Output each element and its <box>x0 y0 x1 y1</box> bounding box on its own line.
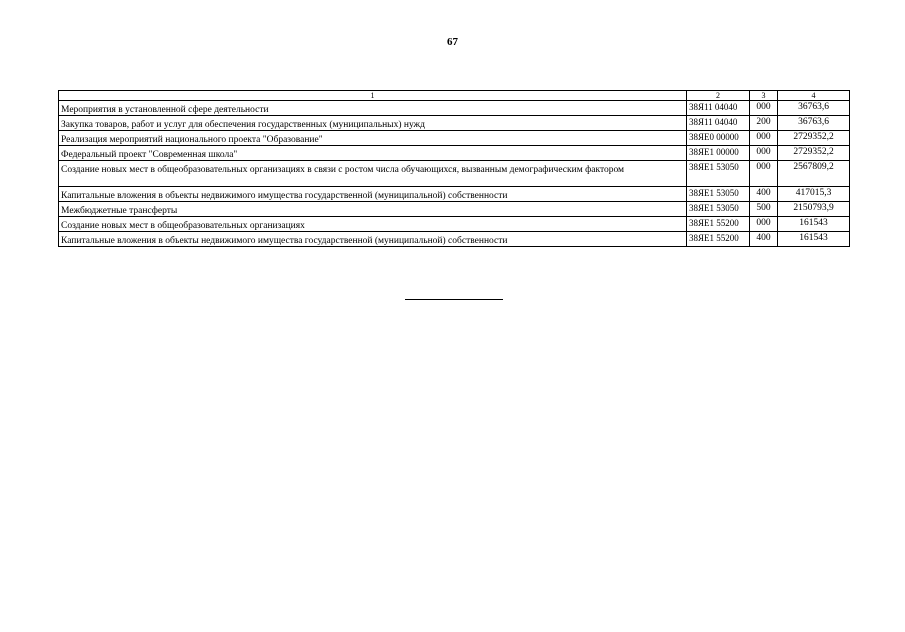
target-code: 38ЯЕ1 55200 <box>687 232 750 247</box>
item-name: Межбюджетные трансферты <box>59 202 687 217</box>
target-code: 38Я11 04040 <box>687 116 750 131</box>
expense-type-code: 000 <box>750 101 778 116</box>
expense-type-code: 000 <box>750 161 778 187</box>
expense-type-code: 000 <box>750 146 778 161</box>
column-header-4: 4 <box>778 91 850 101</box>
table-row <box>59 217 850 232</box>
item-name: Реализация мероприятий национального проекта "Образование" <box>59 131 687 146</box>
target-code: 38ЯЕ1 53050 <box>687 187 750 202</box>
amount: 161543 <box>778 232 850 247</box>
expense-type-code: 200 <box>750 116 778 131</box>
expense-type-code: 500 <box>750 202 778 217</box>
column-header-2: 2 <box>687 91 750 101</box>
budget-table <box>58 90 850 247</box>
target-code: 38ЯЕ1 53050 <box>687 161 750 187</box>
expense-type-code: 000 <box>750 131 778 146</box>
item-name: Мероприятия в установленной сфере деятельности <box>59 101 687 116</box>
item-name: Создание новых мест в общеобразовательных организациях <box>59 217 687 232</box>
table-row <box>59 116 850 131</box>
target-code: 38Я11 04040 <box>687 101 750 116</box>
table-row <box>59 202 850 217</box>
target-code: 38ЯЕ1 00000 <box>687 146 750 161</box>
amount: 417015,3 <box>778 187 850 202</box>
target-code: 38ЯЕ1 53050 <box>687 202 750 217</box>
item-name: Федеральный проект "Современная школа" <box>59 146 687 161</box>
amount: 36763,6 <box>778 116 850 131</box>
column-header-3: 3 <box>750 91 778 101</box>
table-row <box>59 187 850 202</box>
item-name: Создание новых мест в общеобразовательных организациях в связи с ростом числа обучающихся, вызванным демографическим фактором <box>59 161 687 187</box>
item-name: Капитальные вложения в объекты недвижимого имущества государственной (муниципальной) собственности <box>59 232 687 247</box>
item-name: Капитальные вложения в объекты недвижимого имущества государственной (муниципальной) собственности <box>59 187 687 202</box>
column-header-1: 1 <box>59 91 687 101</box>
amount: 161543 <box>778 217 850 232</box>
amount: 2150793,9 <box>778 202 850 217</box>
end-of-table-rule <box>405 299 503 300</box>
page-number: 67 <box>447 36 458 48</box>
amount: 2729352,2 <box>778 131 850 146</box>
amount: 2729352,2 <box>778 146 850 161</box>
table-row <box>59 232 850 247</box>
table-row <box>59 146 850 161</box>
expense-type-code: 000 <box>750 217 778 232</box>
expense-type-code: 400 <box>750 232 778 247</box>
item-name: Закупка товаров, работ и услуг для обеспечения государственных (муниципальных) нужд <box>59 116 687 131</box>
expense-type-code: 400 <box>750 187 778 202</box>
amount: 36763,6 <box>778 101 850 116</box>
amount: 2567809,2 <box>778 161 850 187</box>
column-number-row <box>59 91 850 101</box>
table-row <box>59 131 850 146</box>
table-row <box>59 101 850 116</box>
target-code: 38ЯЕ1 55200 <box>687 217 750 232</box>
target-code: 38ЯЕ0 00000 <box>687 131 750 146</box>
table-row <box>59 161 850 187</box>
